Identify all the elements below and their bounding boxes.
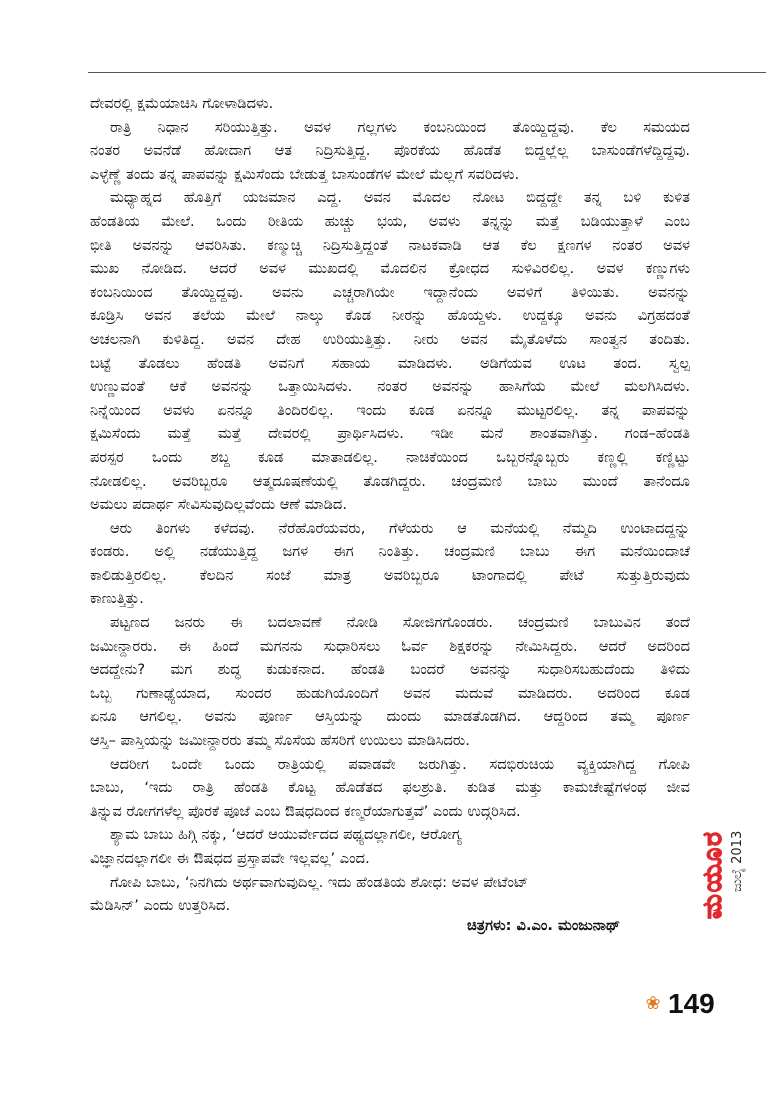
text-line: ಕಾಲಿಡುತ್ತಿರಲಿಲ್ಲ. ಕೆಲದಿನ ಸಂಜೆ ಮಾತ್ರ ಅವರಿಬ್ಬರೂ ಟಾಂಗಾದಲ್ಲಿ ಪೇಟೆ ಸುತ್ತುತ್ತಿರುವುದು bbox=[90, 566, 690, 584]
issue-month-year: ಜುಲೈ 2013 bbox=[730, 830, 745, 892]
text-line: ಏನೂ ಆಗಲಿಲ್ಲ. ಅವನು ಪೂರ್ಣ ಆಸ್ತಿಯನ್ನು ದುಂದು ಮಾಡತೊಡಗಿದ. ಆದ್ದರಿಂದ ತಮ್ಮ ಪೂರ್ಣ bbox=[90, 708, 690, 726]
text-line: ಕಂಡರು. ಅಲ್ಲಿ ನಡೆಯುತ್ತಿದ್ದ ಜಗಳ ಈಗ ನಿಂತಿತ್ತು. ಚಂದ್ರಮಣಿ ಬಾಬು ಈಗ ಮನೆಯಿಂದಾಚೆ bbox=[90, 543, 690, 561]
text-line: ಬಟ್ಟೆ ತೊಡಲು ಹೆಂಡತಿ ಅವನಿಗೆ ಸಹಾಯ ಮಾಡಿದಳು. ಅಡಿಗೆಯವ ಊಟ ತಂದ. ಸ್ವಲ್ಪ bbox=[90, 354, 690, 372]
text-line: ಗೋಪಿ ಬಾಬು, ‘ನಿನಗಿದು ಅರ್ಥವಾಗುವುದಿಲ್ಲ. ಇದು ಹೆಂಡತಿಯ ಶೋಧ: ಅವಳ ಪೇಟೆಂಟ್ bbox=[110, 873, 529, 891]
text-line: ಮಧ್ಯಾಹ್ನದ ಹೊತ್ತಿಗೆ ಯಜಮಾನ ಎದ್ದ. ಅವನ ಮೊದಲ ನೋಟ ಬಿದ್ದದ್ದೇ ತನ್ನ ಬಳಿ ಕುಳಿತ bbox=[110, 189, 690, 207]
text-line: ಹೆಂಡತಿಯ ಮೇಲೆ. ಒಂದು ರೀತಿಯ ಹುಚ್ಚು ಭಯ, ಅವಳು ತನ್ನನ್ನು ಮತ್ತೆ ಬಡಿಯುತ್ತಾಳೆ ಎಂಬ bbox=[90, 212, 690, 230]
header-rule bbox=[88, 72, 766, 73]
text-line: ಮುಖ ನೋಡಿದ. ಆದರೆ ಅವಳ ಮುಖದಲ್ಲಿ ಮೊದಲಿನ ಕ್ರೋಧದ ಸುಳಿವಿರಲಿಲ್ಲ. ಅವಳ ಕಣ್ಣುಗಳು bbox=[90, 260, 690, 278]
text-line: ತಿನ್ನುವ ರೋಗಗಳೆಲ್ಲ ಪೊರಕೆ ಪೂಜೆ ಎಂಬ ಔಷಧದಿಂದ ಕಣ್ಮರೆಯಾಗುತ್ತವೆ’ ಎಂದು ಉದ್ಗರಿಸಿದ. bbox=[90, 802, 521, 820]
text-line: ಕಂಬನಿಯಿಂದ ತೊಯ್ದಿದ್ದವು. ಅವನು ಎಚ್ಚರಾಗಿಯೇ ಇದ್ದಾನೆಂದು ಅವಳಿಗೆ ತಿಳಿಯಿತು. ಅವನನ್ನು bbox=[90, 283, 690, 301]
text-line: ಭೀತಿ ಅವನನ್ನು ಆವರಿಸಿತು. ಕಣ್ಮುಚ್ಚಿ ನಿದ್ರಿಸುತ್ತಿದ್ದಂತೆ ನಾಟಕವಾಡಿ ಆತ ಕೆಲ ಕ್ಷಣಗಳ ನಂತರ ಅವಳ bbox=[90, 236, 690, 254]
text-line: ಒಬ್ಬ ಗುಣಾಢ್ಯೆಯಾದ, ಸುಂದರ ಹುಡುಗಿಯೊಂದಿಗೆ ಅವನ ಮದುವೆ ಮಾಡಿದರು. ಅದರಿಂದ ಕೂಡ bbox=[90, 684, 690, 702]
text-line: ಅಚಲನಾಗಿ ಕುಳಿತಿದ್ದ. ಅವನ ದೇಹ ಉರಿಯುತ್ತಿತ್ತು. ನೀರು ಅವನ ಮೈತೊಳೆದು ಸಾಂತ್ವನ ತಂದಿತು. bbox=[90, 330, 690, 348]
flower-ornament-icon: ❀ bbox=[645, 993, 661, 1014]
text-line: ಪಟ್ಟಣದ ಜನರು ಈ ಬದಲಾವಣೆ ನೋಡಿ ಸೋಜಿಗಗೊಂಡರು. ಚಂದ್ರಮಣಿ ಬಾಬುವಿನ ತಂದೆ bbox=[110, 614, 690, 632]
text-line: ವಿಜ್ಞಾನದಲ್ಲಾಗಲೀ ಈ ಔಷಧದ ಪ್ರಸ್ತಾಪವೇ ಇಲ್ಲವಲ್ಲ’ ಎಂದ. bbox=[90, 850, 370, 867]
text-line: ಆದದ್ದೇನು? ಮಗ ಶುದ್ಧ ಕುಡುಕನಾದ. ಹೆಂಡತಿ ಬಂದರೆ ಅವನನ್ನು ಸುಧಾರಿಸಬಹುದೆಂದು ತಿಳಿದು bbox=[90, 661, 690, 679]
magazine-sidebar bbox=[694, 800, 760, 1000]
text-line: ಆರು ತಿಂಗಳು ಕಳೆದವು. ನೆರೆಹೊರೆಯವರು, ಗೆಳೆಯರು ಆ ಮನೆಯಲ್ಲಿ ನೆಮ್ಮದಿ ಉಂಟಾದದ್ದನ್ನು bbox=[110, 519, 690, 537]
text-line: ದೇವರಲ್ಲಿ ಕ್ಷಮೆಯಾಚಿಸಿ ಗೋಳಾಡಿದಳು. bbox=[90, 95, 274, 112]
text-line: ಮೆಡಿಸಿನ್’ ಎಂದು ಉತ್ತರಿಸಿದ. bbox=[90, 897, 231, 915]
text-line: ಎಳ್ಳೆಣ್ಣೆ ತಂದು ತನ್ನ ಪಾಪವನ್ನು ಕ್ಷಮಿಸೆಂದು ಬೇಡುತ್ತ ಬಾಸುಂಡೆಗಳ ಮೇಲೆ ಮೆಲ್ಲಗೆ ಸವರಿದಳು. bbox=[90, 165, 520, 183]
text-line: ಅಮಲು ಪದಾರ್ಥ ಸೇವಿಸುವುದಿಲ್ಲವೆಂದು ಆಣೆ ಮಾಡಿದ. bbox=[90, 496, 347, 514]
text-line: ಆದರೀಗ ಒಂದೇ ಒಂದು ರಾತ್ರಿಯಲ್ಲಿ ಪವಾಡವೇ ಜರುಗಿತ್ತು. ಸದಭಿರುಚಿಯ ವ್ಯಕ್ತಿಯಾಗಿದ್ದ ಗೋಪಿ bbox=[110, 755, 690, 773]
text-line: ಆಸ್ತಿ– ಪಾಸ್ತಿಯನ್ನು ಜಮೀನ್ದಾರರು ತಮ್ಮ ಸೊಸೆಯ ಹೆಸರಿಗೆ ಉಯಿಲು ಮಾಡಿಸಿದರು. bbox=[90, 732, 470, 750]
text-line: ಉಣ್ಣುವಂತೆ ಆಕೆ ಅವನನ್ನು ಒತ್ತಾಯಿಸಿದಳು. ನಂತರ ಅವನನ್ನು ಹಾಸಿಗೆಯ ಮೇಲೆ ಮಲಗಿಸಿದಳು. bbox=[90, 378, 690, 396]
text-line: ನಿನ್ನೆಯಿಂದ ಅವಳು ಏನನ್ನೂ ತಿಂದಿರಲಿಲ್ಲ. ಇಂದು ಕೂಡ ಏನನ್ನೂ ಮುಟ್ಟರಲಿಲ್ಲ. ತನ್ನ ಪಾಪವನ್ನು bbox=[90, 401, 690, 419]
text-line: ನೋಡಲಿಲ್ಲ. ಅವರಿಬ್ಬರೂ ಆತ್ಮದೂಷಣೆಯಲ್ಲಿ ತೊಡಗಿದ್ದರು. ಚಂದ್ರಮಣಿ ಬಾಬು ಮುಂದೆ ತಾನೆಂದೂ bbox=[90, 472, 690, 490]
magazine-name: ಮಯೂರ bbox=[698, 830, 728, 920]
page-number: 149 bbox=[668, 988, 715, 1019]
text-line: ಕೂಡ್ರಿಸಿ ಅವನ ತಲೆಯ ಮೇಲೆ ನಾಲ್ಕು ಕೊಡ ನೀರನ್ನು ಹೊಯ್ದಳು. ಉದ್ದಕ್ಕೂ ಅವನು ವಿಗ್ರಹದಂತೆ bbox=[90, 307, 690, 325]
text-line: ಶ್ಯಾಮ ಬಾಬು ಹಿಗ್ಗಿ ನಕ್ಕು, ‘ಆದರೆ ಆಯುರ್ವೇದದ ಪಥ್ಯದಲ್ಲಾಗಲೀ, ಆರೋಗ್ಯ bbox=[110, 826, 462, 844]
text-line: ಜಮೀನ್ದಾರರು. ಈ ಹಿಂದೆ ಮಗನನು ಸುಧಾರಿಸಲು ಓರ್ವ ಶಿಕ್ಷಕರನ್ನು ನೇಮಿಸಿದ್ದರು. ಆದರೆ ಅದರಿಂದ bbox=[90, 637, 690, 655]
text-line: ಕ್ಷಮಿಸೆಂದು ಮತ್ತೆ ಮತ್ತೆ ದೇವರಲ್ಲಿ ಪ್ರಾರ್ಥಿಸಿದಳು. ಇಡೀ ಮನೆ ಶಾಂತವಾಗಿತ್ತು. ಗಂಡ–ಹೆಂಡತಿ bbox=[90, 425, 690, 443]
text-line: ನಂತರ ಅವನೆಡೆ ಹೋದಾಗ ಆತ ನಿದ್ರಿಸುತ್ತಿದ್ದ. ಪೊರಕೆಯ ಹೊಡೆತ ಬಿದ್ದಲ್ಲೆಲ್ಲ ಬಾಸುಂಡೆಗಳೆದ್ದಿದ್ದವು. bbox=[90, 142, 690, 160]
article-body bbox=[90, 92, 690, 918]
illustration-credit: ಚಿತ್ರಗಳು: ವಿ.ಎಂ. ಮಂಜುನಾಥ್ bbox=[467, 917, 621, 934]
text-line: ಬಾಬು, ‘ಇದು ರಾತ್ರಿ ಹೆಂಡತಿ ಕೊಟ್ಟ ಹೊಡೆತದ ಫಲಶ್ರುತಿ. ಕುಡಿತ ಮತ್ತು ಕಾಮಚೇಷ್ಟೆಗಳಂಥ ಜೀವ bbox=[90, 779, 690, 797]
text-line: ಕಾಣುತ್ತಿತ್ತು. bbox=[90, 590, 144, 608]
text-line: ಪರಸ್ಪರ ಒಂದು ಶಬ್ದ ಕೂಡ ಮಾತಾಡಲಿಲ್ಲ. ನಾಚಿಕೆಯಿಂದ ಒಬ್ಬರನ್ನೊಬ್ಬರು ಕಣ್ಣಲ್ಲಿ ಕಣ್ಣಿಟ್ಟು bbox=[90, 448, 690, 466]
text-line: ರಾತ್ರಿ ನಿಧಾನ ಸರಿಯುತ್ತಿತ್ತು. ಅವಳ ಗಲ್ಲಗಳು ಕಂಬನಿಯಿಂದ ತೊಯ್ದಿದ್ದವು. ಕೆಲ ಸಮಯದ bbox=[110, 118, 690, 136]
